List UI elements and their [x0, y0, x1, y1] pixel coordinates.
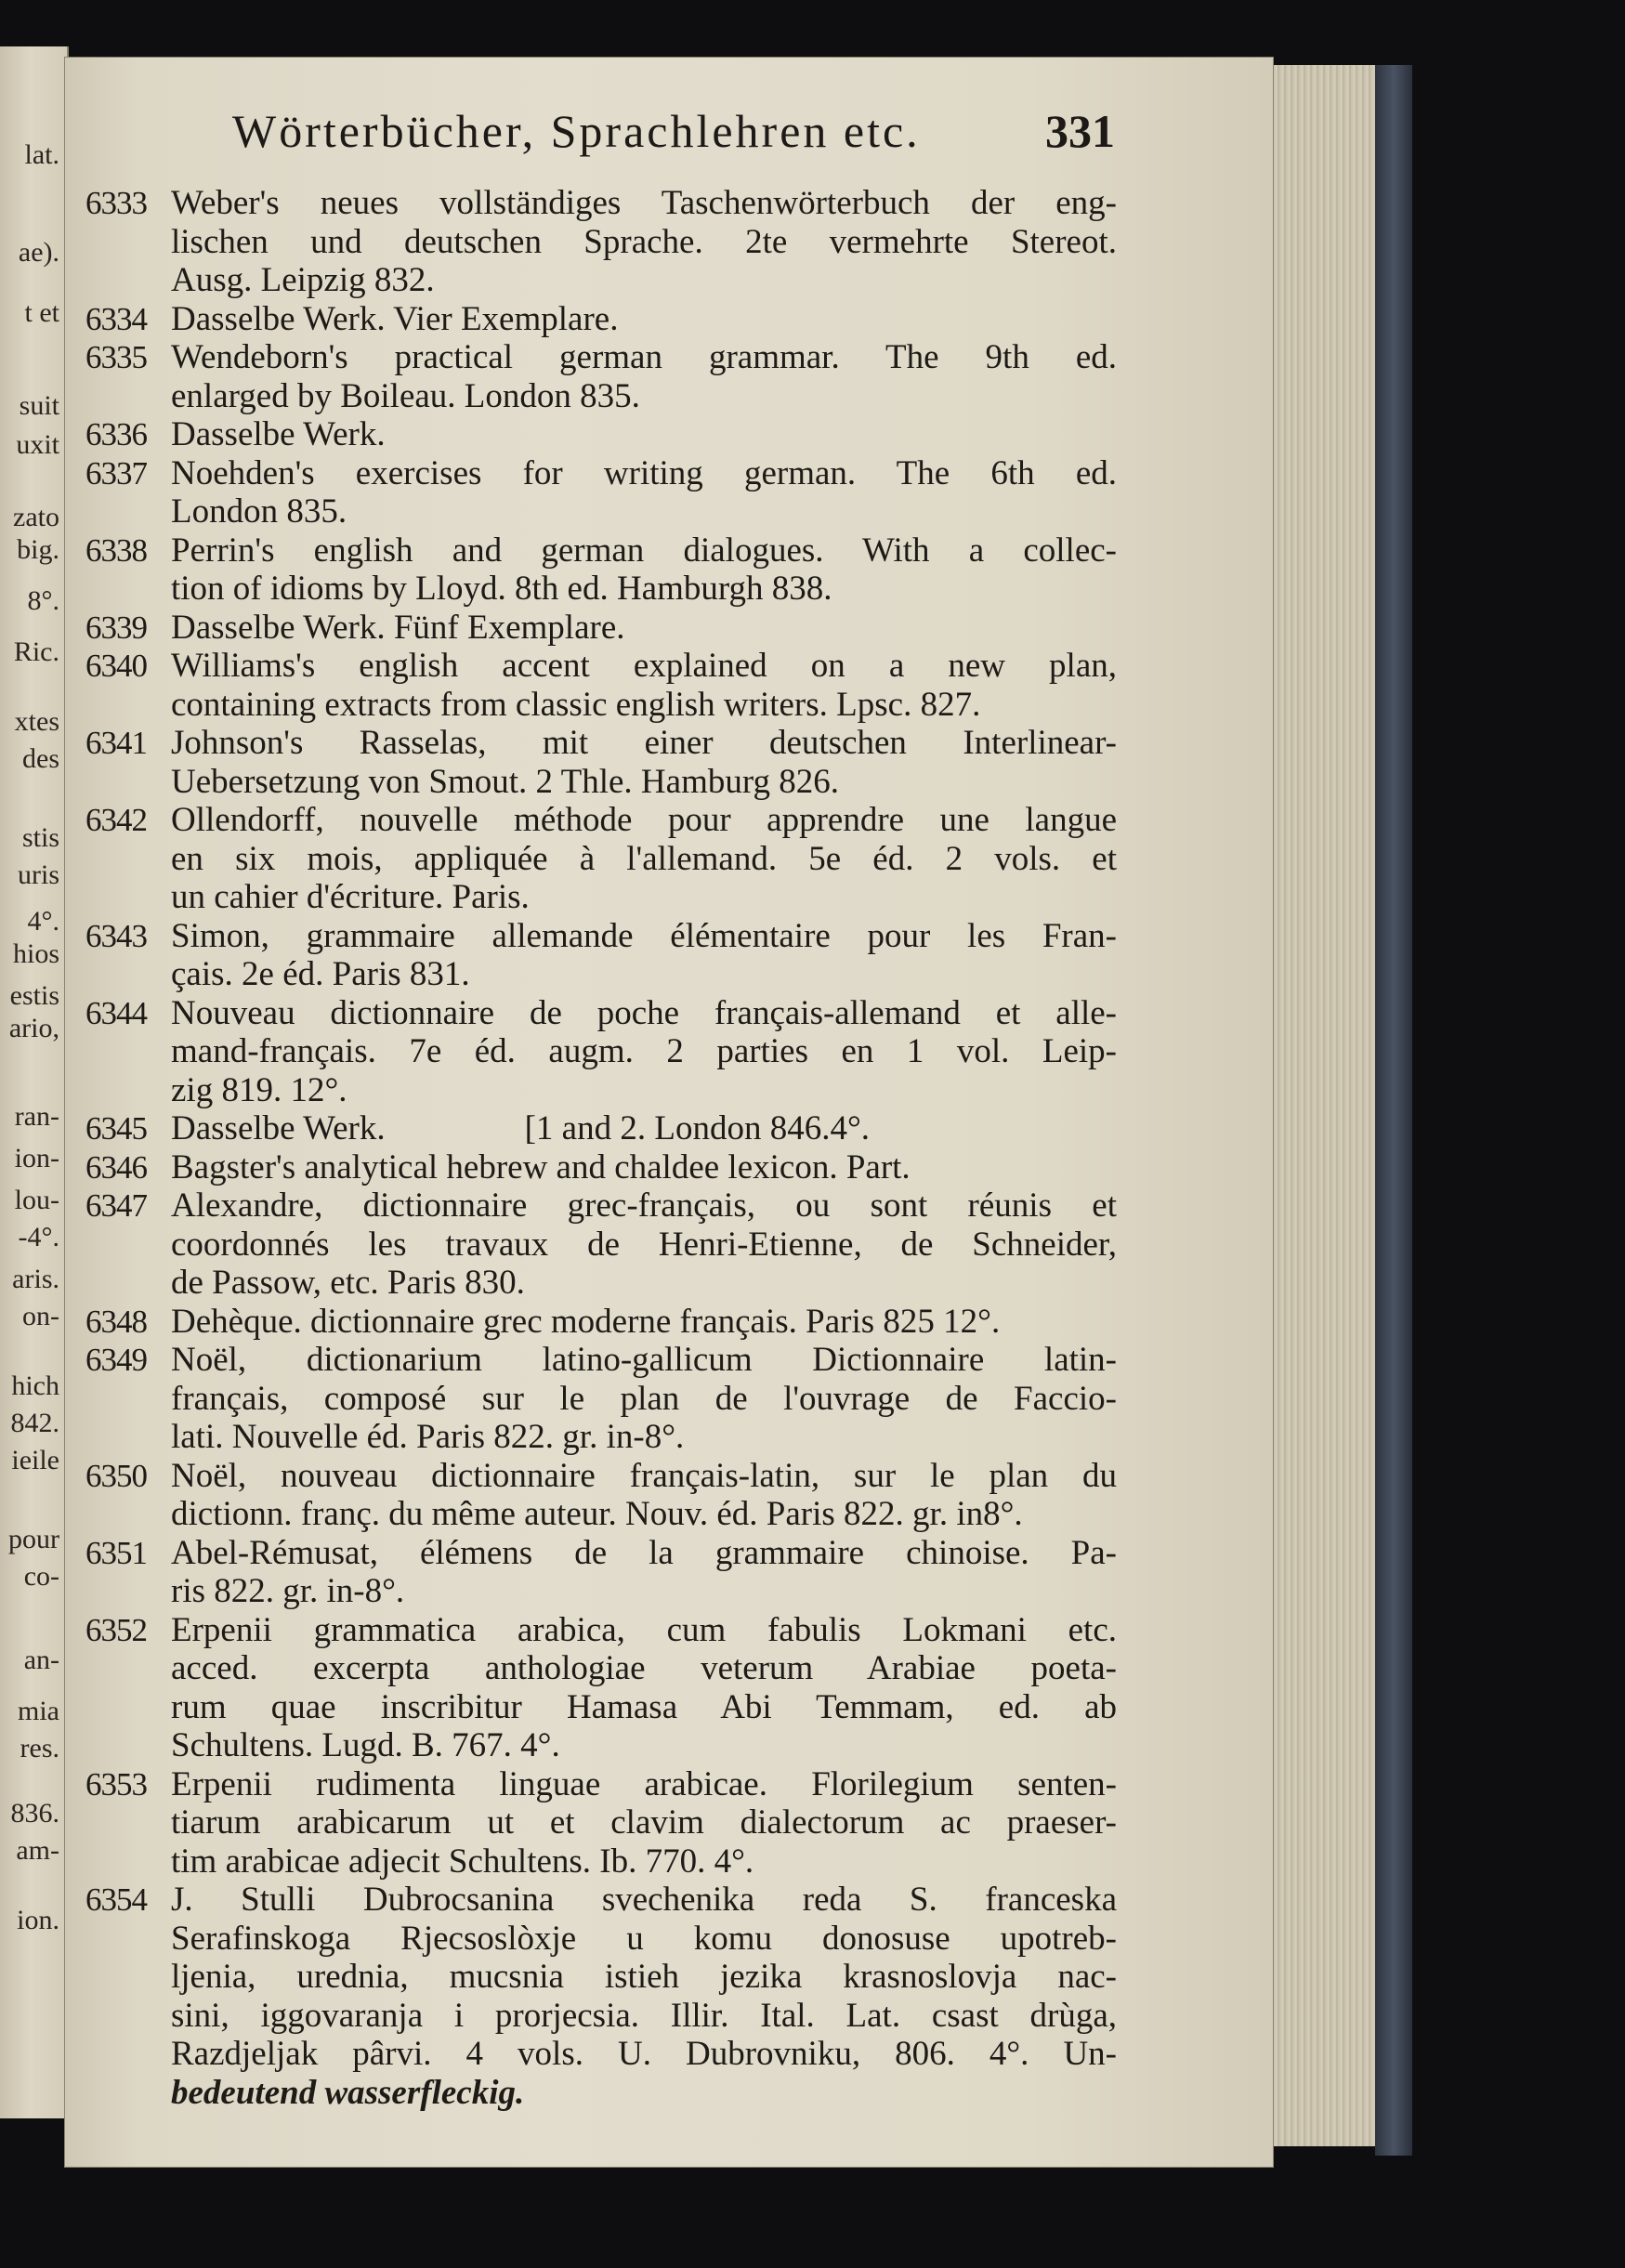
previous-page-fragment: res.: [20, 1733, 59, 1763]
entry-text-line: tim arabicae adjecit Schultens. Ib. 770. 4°.: [171, 1842, 754, 1881]
entry-text-line: mand-français. 7e éd. augm. 2 parties en 1 vol. Leip-: [171, 1032, 1117, 1070]
entry-text-line-fraktur: bedeutend wasserfleckig.: [171, 2073, 525, 2112]
entry-number: 6336: [85, 416, 147, 452]
catalogue-entry: [85, 1534, 1117, 1611]
entry-number: 6340: [85, 648, 147, 684]
entry-text-line: Serafinskoga Rjecsoslòxje u komu donosuse upotreb-: [171, 1919, 1117, 1958]
catalogue-entry: [85, 801, 1117, 917]
entry-number: 6346: [85, 1148, 147, 1186]
previous-page-fragment: 8°.: [27, 585, 59, 616]
entry-text-line: [171, 1109, 1117, 1148]
previous-page-fragment: suit: [19, 390, 59, 421]
catalogue-entry: [85, 994, 1117, 1110]
previous-page-fragment: mia: [18, 1696, 59, 1726]
entry-text-line: Erpenii rudimenta linguae arabicae. Florilegium senten-: [171, 1764, 1117, 1803]
entry-text-line: en six mois, appliquée à l'allemand. 5e éd. 2 vols. et: [171, 839, 1117, 878]
entry-text-line: Dehèque. dictionnaire grec moderne français. Paris 825 12°.: [171, 1302, 1001, 1341]
catalogue-entry: [85, 609, 1117, 648]
catalogue-entry: [85, 1148, 1117, 1187]
entry-text-line: Noël, nouveau dictionnaire français-latin, sur le plan du: [171, 1456, 1117, 1495]
entry-text-line: Weber's neues vollständiges Taschenwörterbuch der eng-: [171, 184, 1117, 222]
catalogue-entry: [85, 300, 1117, 339]
entry-number: 6354: [85, 1881, 147, 1918]
entry-text-line: coordonnés les travaux de Henri-Etienne, de Schneider,: [171, 1225, 1117, 1264]
previous-page-fragment: on-: [22, 1301, 59, 1331]
entry-number: 6333: [85, 185, 147, 221]
previous-page-fragment: Ric.: [13, 636, 59, 667]
running-title: Wörterbücher, Sprachlehren etc.: [232, 105, 921, 157]
entry-number: 6347: [85, 1187, 147, 1224]
entry-text-line: Ollendorff, nouvelle méthode pour apprendre une langue: [171, 801, 1117, 839]
previous-page-fragment: 4°.: [27, 906, 59, 937]
entry-number: 6338: [85, 531, 147, 569]
entry-text-line: Noehden's exercises for writing german. The 6th ed.: [171, 453, 1117, 492]
previous-page-edge: [0, 46, 69, 2118]
previous-page-fragment: uris: [18, 859, 59, 890]
previous-page-fragment: stis: [21, 822, 59, 853]
entry-text-line: Wendeborn's practical german grammar. The 9th ed.: [171, 338, 1117, 376]
entry-number: 6334: [85, 300, 147, 337]
entry-text-line: ljenia, urednia, mucsnia istieh jezika krasnoslovja nac-: [171, 1958, 1117, 1996]
entry-number: 6344: [85, 994, 147, 1031]
previous-page-fragment: xtes: [14, 706, 59, 737]
previous-page-fragment: ion-: [14, 1143, 59, 1173]
entry-text-line: dictionn. franç. du même auteur. Nouv. éd. Paris 822. gr. in8°.: [171, 1495, 1023, 1533]
entry-text-line: de Passow, etc. Paris 830.: [171, 1264, 525, 1302]
catalogue-entry: [85, 917, 1117, 994]
entry-number: 6337: [85, 454, 147, 492]
entry-number: 6348: [85, 1303, 147, 1340]
entry-text-line: Johnson's Rasselas, mit einer deutschen Interlinear-: [171, 724, 1117, 762]
entry-number: 6339: [85, 609, 147, 646]
entry-text-line: Perrin's english and german dialogues. With a collec-: [171, 531, 1117, 570]
catalogue-entry: [85, 1457, 1117, 1534]
entry-trailing-note: [1 and 2. London 846.4°.: [524, 1109, 871, 1147]
book-cover: [1375, 65, 1412, 2156]
entry-text-line: Noël, dictionarium latino-gallicum Dictionnaire latin-: [171, 1341, 1117, 1379]
entry-text-line: J. Stulli Dubrocsanina svechenika reda S. franceska: [171, 1881, 1117, 1919]
previous-page-fragment: ario,: [8, 1013, 59, 1043]
entry-text-line: Nouveau dictionnaire de poche français-allemand et alle-: [171, 993, 1117, 1032]
catalogue-entry: [85, 1186, 1117, 1303]
entry-text-line: Dasselbe Werk. Vier Exemplare.: [171, 299, 619, 338]
entry-text-line: Alexandre, dictionnaire grec-français, ou sont réunis et: [171, 1186, 1117, 1225]
catalogue-entry: [85, 1109, 1117, 1148]
entry-number: 6349: [85, 1342, 147, 1378]
catalogue-entry: [85, 1611, 1117, 1765]
catalogue-entry: [85, 1765, 1117, 1881]
entry-text-line: Simon, grammaire allemande élémentaire pour les Fran-: [171, 916, 1117, 955]
previous-page-fragment: big.: [17, 534, 59, 565]
entry-text-line: Uebersetzung von Smout. 2 Thle. Hamburg 826.: [171, 762, 840, 801]
previous-page-fragment: ae).: [18, 237, 59, 268]
previous-page-fragment: t et: [24, 297, 59, 328]
catalogue-entry: [85, 724, 1117, 801]
catalogue-entry: [85, 338, 1117, 415]
entry-text-line: Razdjeljak pârvi. 4 vols. U. Dubrovniku, 806. 4°. Un-: [171, 2035, 1117, 2073]
entry-text-line: tion of idioms by Lloyd. 8th ed. Hamburgh 838.: [171, 570, 832, 608]
entry-text-line: Schultens. Lugd. B. 767. 4°.: [171, 1726, 560, 1764]
entry-text-line: lischen und deutschen Sprache. 2te vermehrte Stereot.: [171, 222, 1117, 261]
previous-page-fragment: estis: [9, 980, 59, 1011]
entry-text-line: çais. 2e éd. Paris 831.: [171, 955, 470, 993]
entry-number: 6343: [85, 917, 147, 954]
previous-page-fragment: aris.: [12, 1264, 59, 1294]
entry-number: 6351: [85, 1534, 147, 1571]
previous-page-fragment: hich: [11, 1370, 59, 1401]
catalogue-entries: [85, 184, 1117, 2112]
catalogue-entry: [85, 454, 1117, 531]
entry-text-line: français, composé sur le plan de l'ouvrage de Faccio-: [171, 1379, 1117, 1418]
entry-number: 6341: [85, 725, 147, 761]
previous-page-fragment: ieile: [11, 1445, 59, 1475]
entry-text-line: Dasselbe Werk. Fünf Exemplare.: [171, 608, 625, 647]
catalogue-entry: [85, 415, 1117, 454]
catalogue-entry: [85, 647, 1117, 724]
entry-text-line: Bagster's analytical hebrew and chaldee lexicon. Part.: [171, 1147, 911, 1186]
entry-text-line: Erpenii grammatica arabica, cum fabulis Lokmani etc.: [171, 1610, 1117, 1649]
previous-page-fragment: uxit: [16, 429, 59, 460]
entry-number: 6352: [85, 1611, 147, 1648]
previous-page-fragment: -4°.: [18, 1222, 59, 1252]
entry-text-line: enlarged by Boileau. London 835.: [171, 376, 640, 415]
previous-page-fragment: am-: [16, 1835, 59, 1866]
previous-page-fragment: lat.: [24, 139, 59, 170]
entry-number: 6345: [85, 1110, 147, 1147]
entry-text-line: containing extracts from classic english writers. Lpsc. 827.: [171, 685, 981, 724]
entry-text-line: lati. Nouvelle éd. Paris 822. gr. in-8°.: [171, 1418, 685, 1456]
entry-text-line: ris 822. gr. in-8°.: [171, 1572, 405, 1610]
entry-text-line: rum quae inscribitur Hamasa Abi Temmam, ed. ab: [171, 1687, 1117, 1726]
entry-text-line: London 835.: [171, 492, 347, 531]
entry-text-line: sini, iggovaranja i prorjecsia. Illir. Ital. Lat. csast drùga,: [171, 1996, 1117, 2035]
catalogue-entry: [85, 1341, 1117, 1457]
entry-number: 6353: [85, 1765, 147, 1803]
previous-page-fragment: des: [22, 743, 59, 774]
page-number: 331: [1045, 105, 1115, 157]
entry-text: Dasselbe Werk.: [171, 1109, 386, 1147]
previous-page-fragment: hios: [12, 938, 59, 969]
previous-page-fragment: ran-: [14, 1101, 59, 1132]
previous-page-fragment: ion.: [17, 1905, 59, 1935]
entry-text-line: un cahier d'écriture. Paris.: [171, 878, 530, 916]
previous-page-fragment: zato: [13, 502, 59, 532]
previous-page-fragment: an-: [23, 1645, 59, 1675]
entry-number: 6350: [85, 1457, 147, 1494]
catalogue-entry: [85, 1881, 1117, 2112]
entry-text-line: Ausg. Leipzig 832.: [171, 261, 435, 299]
entry-text-line: tiarum arabicarum ut et clavim dialectorum ac praeser-: [171, 1803, 1117, 1842]
entry-number: 6342: [85, 802, 147, 838]
previous-page-fragment: co-: [23, 1561, 59, 1592]
previous-page-fragment: lou-: [14, 1185, 59, 1215]
entry-number: 6335: [85, 339, 147, 375]
entry-text-line: Dasselbe Werk.: [171, 415, 386, 453]
catalogue-entry: [85, 1303, 1117, 1342]
entry-text-line: zig 819. 12°.: [171, 1070, 347, 1109]
entry-text-line: acced. excerpta anthologiae veterum Arabiae poeta-: [171, 1649, 1117, 1687]
page-block-edge: [1254, 65, 1386, 2146]
page-header: [232, 104, 1115, 169]
previous-page-fragment: 842.: [10, 1408, 59, 1438]
previous-page-fragment: 836.: [10, 1798, 59, 1829]
previous-page-fragment: pour: [8, 1524, 59, 1554]
entry-text-line: Abel-Rémusat, élémens de la grammaire chinoise. Pa-: [171, 1533, 1117, 1572]
entry-text-line: Williams's english accent explained on a new plan,: [171, 647, 1117, 685]
catalogue-entry: [85, 531, 1117, 609]
catalogue-entry: [85, 184, 1117, 300]
